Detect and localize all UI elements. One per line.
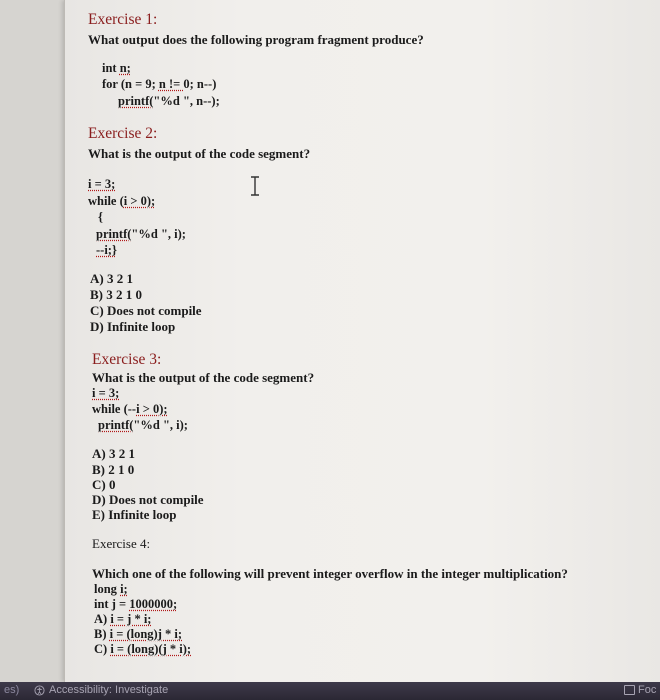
ex2-option-d: D) Infinite loop [90, 319, 176, 334]
accessibility-label: Accessibility: Investigate [49, 684, 169, 696]
ex1-code-line-3: printf("%d ", n--); [118, 94, 220, 108]
ex1-code-line-1: int n; [102, 61, 131, 75]
ex3-option-d: D) Does not compile [92, 492, 204, 507]
accessibility-icon [34, 685, 45, 696]
focus-icon [624, 685, 635, 695]
ex4-option-b: B) i = (long)j * i; [94, 627, 183, 641]
ex2-option-c: C) Does not compile [90, 303, 202, 318]
status-bar [0, 682, 660, 700]
ex4-code-line-1: long i; [94, 582, 128, 596]
ex2-code-line-5: --i;} [96, 243, 117, 257]
ex1-code-line-2: for (n = 9; n != 0; n--) [102, 77, 217, 91]
ex2-code-line-3: { [98, 210, 103, 224]
exercise-3-title: Exercise 3: [92, 351, 162, 368]
ex3-option-e: E) Infinite loop [92, 507, 177, 522]
exercise-4-question: Which one of the following will prevent integer overflow in the integer multiplication? [92, 566, 568, 581]
accessibility-button[interactable] [34, 684, 168, 696]
ex3-code-line-2: while (--i > 0); [92, 402, 168, 416]
exercise-2-question: What is the output of the code segment? [88, 146, 311, 161]
exercise-3-question: What is the output of the code segment? [92, 370, 315, 385]
ex2-code-line-2: while (i > 0); [88, 194, 156, 208]
focus-label: Foc [638, 684, 657, 696]
exercise-1-question: What output does the following program fragment produce? [88, 32, 424, 47]
exercise-1-title: Exercise 1: [88, 11, 158, 28]
ex3-option-c: C) 0 [92, 477, 116, 492]
ex3-option-b: B) 2 1 0 [92, 462, 135, 477]
ex2-option-b: B) 3 2 1 0 [90, 287, 142, 302]
ex3-option-a: A) 3 2 1 [92, 446, 135, 461]
status-left-text: es) [4, 684, 20, 696]
ex3-code-line-1: i = 3; [92, 386, 120, 400]
text-cursor-icon [249, 176, 261, 196]
focus-button[interactable] [624, 684, 656, 696]
ex2-code-line-1: i = 3; [88, 177, 116, 191]
ex4-code-line-2: int j = 1000000; [94, 597, 178, 611]
ex4-option-c: C) i = (long)(j * i); [94, 642, 192, 656]
ex4-option-a: A) i = j * i; [94, 612, 152, 626]
ex3-code-line-3: printf("%d ", i); [98, 418, 188, 432]
ex2-option-a: A) 3 2 1 [90, 271, 133, 286]
ex2-code-line-4: printf("%d ", i); [96, 227, 186, 241]
exercise-4-title: Exercise 4: [92, 536, 151, 551]
exercise-2-title: Exercise 2: [88, 125, 158, 142]
page-edge [64, 0, 65, 682]
